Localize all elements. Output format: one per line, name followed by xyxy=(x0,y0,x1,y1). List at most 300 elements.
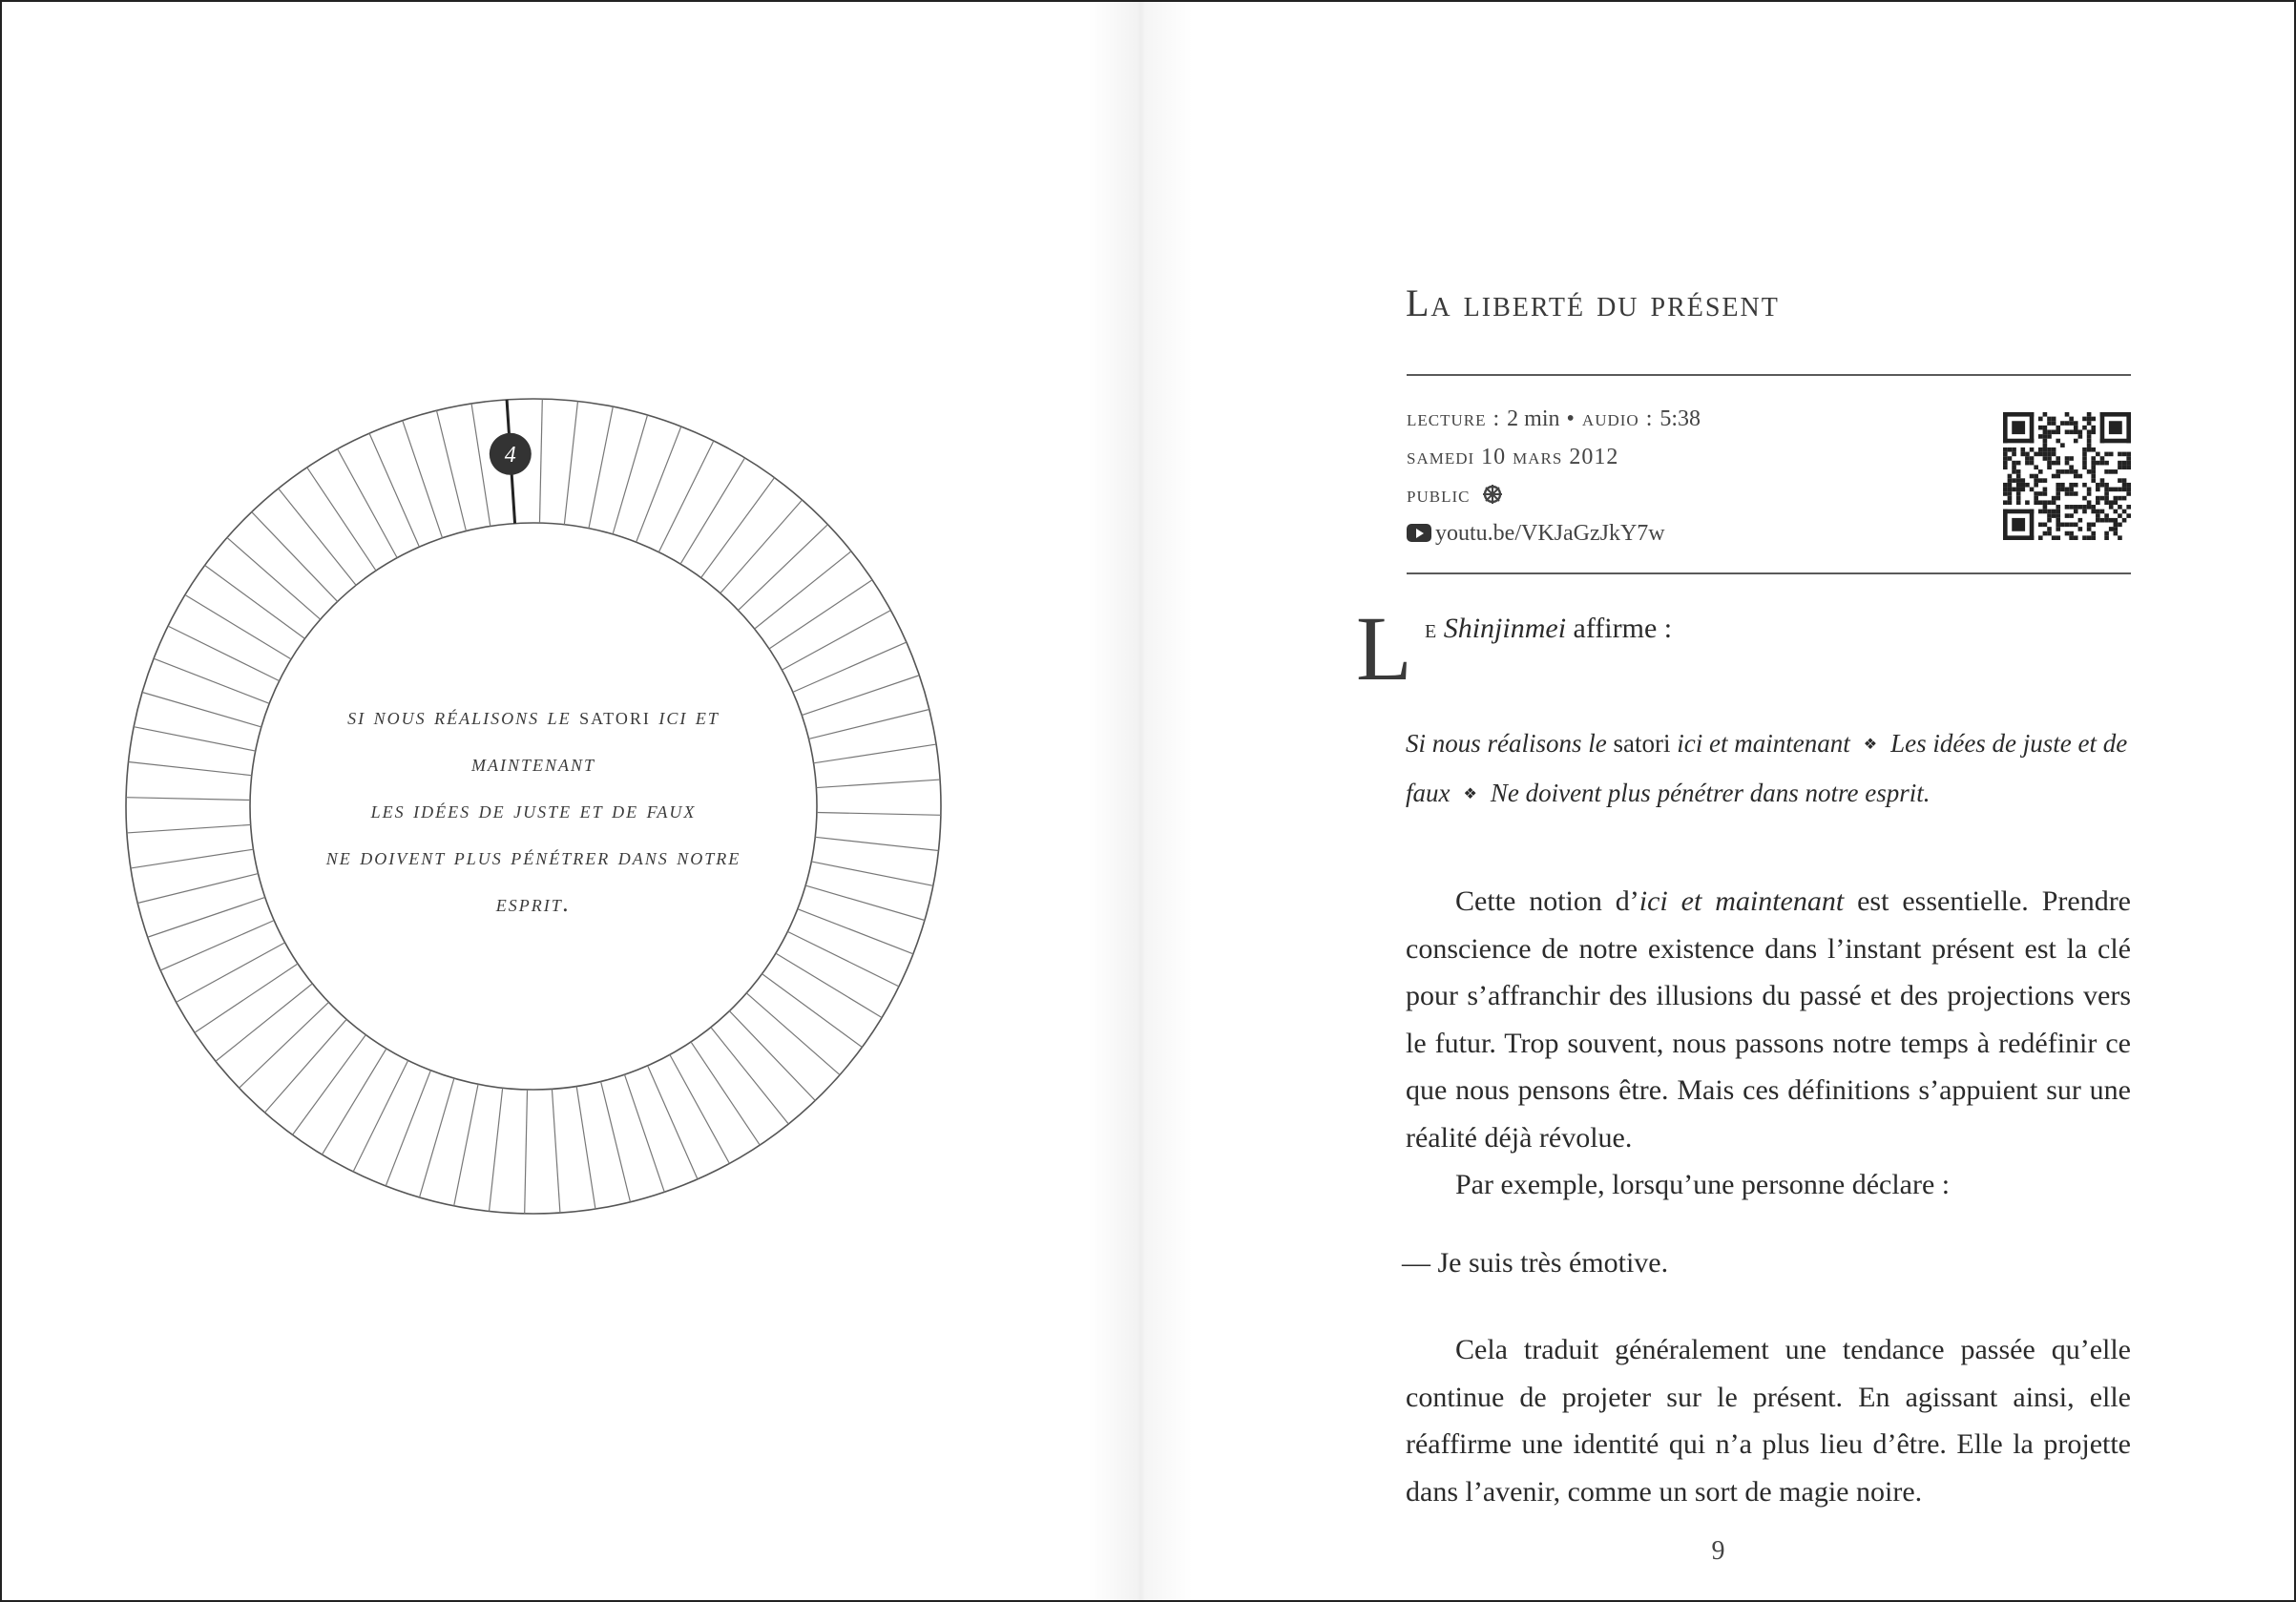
qr-module xyxy=(2087,491,2092,496)
qr-module xyxy=(2065,461,2070,466)
qr-module xyxy=(2043,491,2048,496)
qr-module xyxy=(2016,474,2021,479)
wheel-spoke xyxy=(148,897,265,937)
qr-module xyxy=(2114,527,2119,531)
qr-module xyxy=(2020,488,2025,492)
qr-module xyxy=(2069,456,2074,461)
wheel-spoke xyxy=(746,993,840,1075)
qr-module xyxy=(2091,447,2096,452)
qr-module xyxy=(2047,527,2052,531)
qr-module xyxy=(2034,474,2038,479)
qr-module xyxy=(2087,443,2092,447)
qr-module xyxy=(2122,478,2127,483)
qr-module xyxy=(2016,488,2021,492)
wheel-quote-text: ne doivent plus pénétrer dans notre xyxy=(325,843,741,870)
qr-module xyxy=(2060,469,2065,474)
qr-module xyxy=(2087,421,2092,426)
qr-module xyxy=(2074,439,2078,444)
qr-module xyxy=(2003,461,2008,466)
youtube-link[interactable]: youtu.be/VKJaGzJkY7w xyxy=(1435,521,1665,546)
meta-reading xyxy=(1407,406,1701,432)
qr-module xyxy=(2069,429,2074,434)
qr-module xyxy=(2008,447,2013,452)
qr-module xyxy=(2025,461,2030,466)
wheel-quote-text: les idées de juste et de faux xyxy=(370,796,697,823)
qr-module xyxy=(2122,461,2127,466)
wheel-spoke xyxy=(782,611,890,671)
qr-module xyxy=(2087,500,2092,505)
wheel-spoke xyxy=(322,1049,386,1155)
qr-module xyxy=(2003,447,2008,452)
qr-module xyxy=(2091,456,2096,461)
qr-module xyxy=(2082,447,2087,452)
qr-module xyxy=(2030,447,2035,452)
qr-finder xyxy=(2003,412,2008,443)
qr-module xyxy=(2069,465,2074,469)
qr-finder xyxy=(2030,510,2035,540)
qr-module xyxy=(2114,496,2119,501)
qr-module xyxy=(2008,483,2013,488)
qr-module xyxy=(2114,531,2119,536)
wheel-spoke xyxy=(154,658,269,703)
qr-module xyxy=(2118,496,2122,501)
qr-module xyxy=(2096,513,2100,518)
qr-module xyxy=(2034,465,2038,469)
qr-module xyxy=(2008,478,2013,483)
wheel-spoke xyxy=(338,449,398,558)
wheel-spoke xyxy=(539,399,542,523)
qr-module xyxy=(2078,527,2083,531)
qr-module xyxy=(2065,491,2070,496)
qr-module xyxy=(2104,483,2109,488)
qr-module xyxy=(2114,523,2119,528)
qr-module xyxy=(2100,483,2105,488)
qr-module xyxy=(2052,429,2056,434)
meta-link[interactable] xyxy=(1407,521,1665,547)
qr-module xyxy=(2047,456,2052,461)
qr-module xyxy=(2038,535,2043,540)
qr-module xyxy=(2060,443,2065,447)
wheel-spoke xyxy=(776,953,882,1017)
qr-module xyxy=(2016,469,2021,474)
audience-text: public xyxy=(1407,483,1471,508)
qr-module xyxy=(2060,523,2065,528)
qr-module xyxy=(2074,469,2078,474)
qr-module xyxy=(2074,523,2078,528)
qr-module xyxy=(2118,478,2122,483)
qr-module xyxy=(2069,469,2074,474)
qr-module xyxy=(2104,500,2109,505)
qr-module xyxy=(2056,439,2060,444)
bullet: • xyxy=(1566,406,1582,431)
qr-module xyxy=(2118,523,2122,528)
wheel-spoke xyxy=(420,1078,454,1197)
qr-module xyxy=(2087,412,2092,417)
wheel-spoke xyxy=(798,909,913,954)
qr-module xyxy=(2114,518,2119,523)
qr-module xyxy=(2096,461,2100,466)
qr-module xyxy=(2056,469,2060,474)
dropcap: L xyxy=(1356,597,1412,699)
qr-module xyxy=(2016,491,2021,496)
qr-module xyxy=(2056,513,2060,518)
page-number: 9 xyxy=(1711,1536,1725,1566)
wheel-quote-line xyxy=(256,786,811,833)
qr-module xyxy=(2126,461,2131,466)
qr-module xyxy=(2091,469,2096,474)
qr-module xyxy=(2034,478,2038,483)
wheel-spoke xyxy=(802,676,919,716)
qr-module xyxy=(2012,461,2016,466)
qr-module xyxy=(2008,456,2013,461)
qr-module xyxy=(2030,474,2035,479)
qr-module xyxy=(2065,513,2070,518)
wheel-quote-text: maintenant xyxy=(470,749,595,777)
wheel-spoke xyxy=(613,415,647,534)
date-text: samedi 10 mars 2012 xyxy=(1407,445,1619,469)
qr-module xyxy=(2082,452,2087,457)
wheel-quote-satori: satori xyxy=(579,702,651,730)
qr-module xyxy=(2109,500,2114,505)
qr-module xyxy=(2030,456,2035,461)
meta-divider xyxy=(1407,572,2131,574)
qr-module xyxy=(2016,483,2021,488)
qr-module xyxy=(2069,505,2074,510)
qr-module xyxy=(2078,429,2083,434)
qr-module xyxy=(2003,465,2008,469)
right-page xyxy=(1140,0,2296,1602)
qr-module xyxy=(2096,483,2100,488)
qr-code[interactable] xyxy=(2003,412,2131,540)
quote-text: Les idées de juste et de faux xyxy=(1406,729,2128,807)
qr-module xyxy=(2126,456,2131,461)
qr-module xyxy=(2091,505,2096,510)
qr-module xyxy=(2074,429,2078,434)
wheel-spoke xyxy=(127,824,251,833)
qr-module xyxy=(2082,510,2087,514)
gutter-shadow xyxy=(1088,0,1193,1602)
qr-module xyxy=(2069,417,2074,422)
qr-module xyxy=(2038,434,2043,439)
qr-module xyxy=(2065,505,2070,510)
qr-module xyxy=(2104,469,2109,474)
qr-module xyxy=(2126,491,2131,496)
qr-module xyxy=(2091,535,2096,540)
qr-module xyxy=(2043,447,2048,452)
qr-finder xyxy=(2012,421,2025,434)
qr-finder xyxy=(2109,421,2122,434)
qr-module xyxy=(2052,535,2056,540)
body-paragraphs xyxy=(1406,878,2131,1209)
wheel-spoke xyxy=(205,566,305,639)
youtube-icon xyxy=(1407,524,1431,542)
qr-module xyxy=(2126,505,2131,510)
qr-module xyxy=(2126,452,2131,457)
qr-finder xyxy=(2003,412,2034,417)
wheel-spoke xyxy=(739,525,828,611)
qr-module xyxy=(2008,474,2013,479)
qr-module xyxy=(2003,483,2008,488)
wheel-spoke xyxy=(720,500,803,593)
wheel-spoke xyxy=(264,1019,346,1113)
wheel-spoke xyxy=(769,580,872,649)
qr-module xyxy=(2087,505,2092,510)
qr-module xyxy=(2074,505,2078,510)
qr-module xyxy=(2122,518,2127,523)
qr-module xyxy=(2043,488,2048,492)
dharma-wheel-icon xyxy=(1482,484,1503,505)
qr-module xyxy=(2012,465,2016,469)
qr-module xyxy=(2114,488,2119,492)
qr-module xyxy=(2091,417,2096,422)
qr-module xyxy=(2096,510,2100,514)
wheel-spoke xyxy=(525,1090,528,1214)
wheel-spoke xyxy=(755,551,851,629)
qr-module xyxy=(2069,483,2074,488)
qr-module xyxy=(2012,447,2016,452)
qr-module xyxy=(2038,426,2043,430)
qr-module xyxy=(2030,461,2035,466)
wheel-spoke xyxy=(701,478,775,578)
wheel-spoke xyxy=(131,849,253,868)
qr-module xyxy=(2038,469,2043,474)
qr-module xyxy=(2047,447,2052,452)
qr-module xyxy=(2056,527,2060,531)
wheel-spoke xyxy=(252,512,338,602)
wheel-spoke xyxy=(279,489,356,585)
wheel-spoke xyxy=(227,537,321,619)
qr-module xyxy=(2091,478,2096,483)
qr-module xyxy=(2047,429,2052,434)
qr-module xyxy=(2126,488,2131,492)
qr-module xyxy=(2060,483,2065,488)
qr-module xyxy=(2012,452,2016,457)
qr-module xyxy=(2038,452,2043,457)
qr-module xyxy=(2126,513,2131,518)
qr-module xyxy=(2122,452,2127,457)
qr-module xyxy=(2065,469,2070,474)
qr-module xyxy=(2122,488,2127,492)
qr-module xyxy=(2104,496,2109,501)
wheel-quote-line xyxy=(256,880,811,926)
qr-module xyxy=(2091,426,2096,430)
colon: : xyxy=(1645,406,1660,431)
wheel-spoke xyxy=(126,798,250,801)
reading-label: lecture xyxy=(1407,406,1487,431)
qr-module xyxy=(2091,429,2096,434)
qr-module xyxy=(2104,452,2109,457)
qr-module xyxy=(2100,518,2105,523)
wheel-quote-text: ici et xyxy=(650,702,720,730)
wheel-spoke xyxy=(185,594,291,658)
qr-module xyxy=(2065,531,2070,536)
qr-module xyxy=(2016,496,2021,501)
qr-module xyxy=(2118,513,2122,518)
separator-icon: ❖ xyxy=(1463,786,1477,802)
wheel-spoke xyxy=(454,1084,478,1206)
qr-module xyxy=(2038,523,2043,528)
wheel-spoke xyxy=(793,642,907,692)
qr-module xyxy=(2043,500,2048,505)
wheel-quote-text: si nous réalisons le xyxy=(347,702,580,730)
qr-module xyxy=(2114,510,2119,514)
qr-module xyxy=(2034,452,2038,457)
qr-module xyxy=(2008,496,2013,501)
qr-module xyxy=(2043,439,2048,444)
qr-module xyxy=(2056,523,2060,528)
qr-module xyxy=(2056,488,2060,492)
qr-module xyxy=(2056,483,2060,488)
qr-module xyxy=(2096,500,2100,505)
qr-module xyxy=(2082,456,2087,461)
qr-module xyxy=(2087,488,2092,492)
qr-module xyxy=(2038,447,2043,452)
qr-module xyxy=(2078,474,2083,479)
qr-module xyxy=(2082,461,2087,466)
quote-satori: satori xyxy=(1613,729,1671,758)
qr-module xyxy=(2020,483,2025,488)
wheel-spoke xyxy=(403,421,443,538)
qr-module xyxy=(2122,510,2127,514)
qr-module xyxy=(2100,496,2105,501)
qr-module xyxy=(2074,483,2078,488)
qr-module xyxy=(2043,505,2048,510)
qr-module xyxy=(2109,527,2114,531)
reading-value: 2 min xyxy=(1507,406,1560,431)
qr-module xyxy=(2012,469,2016,474)
page-title: La liberté du présent xyxy=(1406,281,1780,324)
wheel-spoke xyxy=(437,410,467,531)
qr-module xyxy=(2096,518,2100,523)
qr-finder xyxy=(2126,412,2131,443)
title-divider xyxy=(1407,374,2131,376)
wheel-spoke xyxy=(142,693,261,727)
wheel-spoke xyxy=(670,1054,730,1163)
qr-module xyxy=(2091,461,2096,466)
qr-module xyxy=(2082,535,2087,540)
wheel-spoke xyxy=(762,974,863,1048)
qr-module xyxy=(2043,429,2048,434)
qr-module xyxy=(2052,447,2056,452)
quote-text: ici et maintenant xyxy=(1670,729,1850,758)
wheel-spoke xyxy=(240,1002,329,1088)
qr-module xyxy=(2047,417,2052,422)
qr-module xyxy=(2082,505,2087,510)
qr-module xyxy=(2104,531,2109,536)
wheel-spoke xyxy=(805,885,925,920)
quote-text: Ne doivent plus pénétrer dans notre esprit. xyxy=(1490,779,1931,807)
para-emphasis: ici et maintenant xyxy=(1639,885,1845,917)
qr-module xyxy=(2016,478,2021,483)
qr-module xyxy=(2087,527,2092,531)
qr-module xyxy=(2074,510,2078,514)
qr-module xyxy=(2100,456,2105,461)
qr-module xyxy=(2082,496,2087,501)
wheel-spoke xyxy=(552,1089,560,1213)
wheel-quote xyxy=(256,693,811,926)
qr-finder xyxy=(2100,412,2105,443)
qr-module xyxy=(2074,535,2078,540)
wheel-spoke xyxy=(386,1071,430,1186)
qr-module xyxy=(2082,465,2087,469)
qr-module xyxy=(2038,491,2043,496)
qr-module xyxy=(2065,412,2070,417)
wheel-spoke xyxy=(711,1028,788,1124)
qr-module xyxy=(2087,417,2092,422)
qr-module xyxy=(2118,452,2122,457)
qr-module xyxy=(2069,488,2074,492)
qr-module xyxy=(2030,488,2035,492)
audio-value: 5:38 xyxy=(1659,406,1701,431)
qr-module xyxy=(2104,535,2109,540)
quote-block xyxy=(1406,719,2133,819)
qr-module xyxy=(2038,417,2043,422)
qr-module xyxy=(2025,483,2030,488)
qr-module xyxy=(2118,465,2122,469)
qr-module xyxy=(2122,496,2127,501)
qr-module xyxy=(2008,491,2013,496)
para-text: est essentielle. Prendre conscience de notre existence dans l’instant présent est la clé pour s’affranchir des illusions du passé et des projections vers le futur. Trop souvent, nous passons notre temps à redéfinir ce que nous pensons être. Mais ces définitions s’appuient sur une réalité déjà révolue. xyxy=(1406,885,2131,1154)
qr-module xyxy=(2096,452,2100,457)
qr-module xyxy=(2118,488,2122,492)
qr-module xyxy=(2104,513,2109,518)
qr-module xyxy=(2100,510,2105,514)
qr-module xyxy=(2091,465,2096,469)
wheel-spoke xyxy=(134,727,256,751)
qr-module xyxy=(2034,491,2038,496)
qr-finder xyxy=(2100,439,2131,444)
qr-module xyxy=(2052,417,2056,422)
qr-module xyxy=(2003,456,2008,461)
qr-module xyxy=(2082,417,2087,422)
qr-module xyxy=(2091,474,2096,479)
qr-module xyxy=(2109,518,2114,523)
wheel-spoke xyxy=(471,404,491,526)
qr-module xyxy=(2047,513,2052,518)
qr-module xyxy=(2047,465,2052,469)
wheel-spoke xyxy=(680,458,744,564)
qr-module xyxy=(2003,452,2008,457)
qr-module xyxy=(2082,426,2087,430)
qr-module xyxy=(2104,491,2109,496)
qr-module xyxy=(2104,488,2109,492)
qr-module xyxy=(2065,429,2070,434)
paragraph: Cela traduit généralement une tendance passée qu’elle continue de projeter sur le présent. En agissant ainsi, elle réaffirme une identité qui n’a plus lieu d’être. Elle la projette dans l’avenir, comme un sort de magie noire. xyxy=(1406,1334,2131,1508)
qr-finder xyxy=(2030,412,2035,443)
qr-module xyxy=(2069,421,2074,426)
qr-module xyxy=(2047,510,2052,514)
paragraph: Par exemple, lorsqu’une personne déclare : xyxy=(1455,1169,1951,1200)
separator-icon: ❖ xyxy=(1863,737,1878,753)
colon: : xyxy=(1492,406,1508,431)
qr-module xyxy=(2056,510,2060,514)
wheel-quote-line xyxy=(256,693,811,739)
audio-label: audio xyxy=(1581,406,1639,431)
qr-module xyxy=(2052,474,2056,479)
qr-module xyxy=(2043,434,2048,439)
wheel-spoke xyxy=(216,984,312,1061)
qr-module xyxy=(2091,523,2096,528)
wheel-spoke xyxy=(137,874,258,904)
qr-module xyxy=(2056,461,2060,466)
qr-module xyxy=(2126,465,2131,469)
qr-module xyxy=(2118,535,2122,540)
qr-module xyxy=(2043,478,2048,483)
wheel-spoke xyxy=(293,1035,366,1135)
qr-module xyxy=(2047,461,2052,466)
qr-module xyxy=(2016,500,2021,505)
qr-module xyxy=(2034,483,2038,488)
